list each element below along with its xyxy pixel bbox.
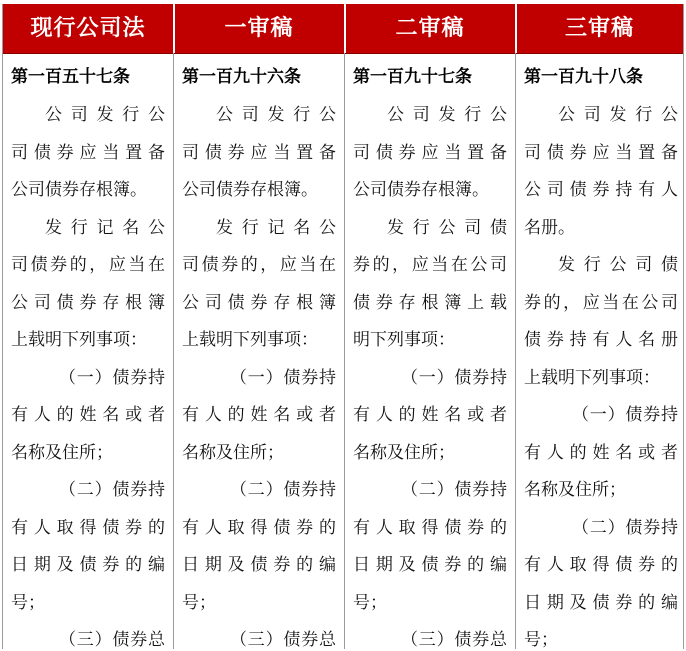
text-line: 司债券的，应当在 — [11, 255, 165, 275]
header-current-law: 现行公司法 — [30, 15, 146, 41]
column-first-draft — [182, 53, 342, 649]
text-line: 公司发行公 — [558, 105, 678, 125]
text-line: 债券存根簿上载 — [353, 292, 507, 313]
text-line: 上载明下列事项： — [11, 330, 147, 350]
article-number: 第一百五十七条 — [11, 67, 130, 87]
text-line: （二）债券持 — [401, 480, 507, 500]
header-first-draft: 一审稿 — [224, 15, 294, 41]
text-line: 券的，应当在公司 — [524, 292, 678, 313]
text-line: 明下列事项： — [353, 330, 455, 350]
text-line: 名册。 — [524, 217, 575, 238]
text-line: 号； — [182, 592, 216, 613]
text-line: 债券持有人名册 — [524, 330, 678, 350]
column-divider — [173, 4, 175, 53]
text-line: （三）债券总 — [401, 630, 507, 649]
article-number: 第一百九十八条 — [524, 67, 643, 87]
text-line: 公司债券存根簿 — [11, 292, 165, 313]
text-line: （一）债券持 — [572, 405, 678, 425]
text-line: （一）债券持 — [230, 367, 336, 388]
text-line: 有人取得债券的 — [353, 517, 507, 538]
text-line: 发行公司债 — [387, 217, 507, 238]
text-line: 名称及住所； — [11, 442, 113, 463]
text-line: 公司债券存根簿。 — [11, 180, 147, 200]
text-line: 司债券应当置备 — [11, 142, 165, 163]
column-divider — [344, 53, 345, 649]
text-line: （三）债券总 — [230, 630, 336, 649]
comparison-table — [2, 4, 684, 649]
text-line: 发行公司债 — [558, 255, 678, 275]
text-line: （二）债券持 — [59, 480, 165, 500]
text-line: 日期及债券的编 — [353, 555, 507, 575]
text-line: 有人的姓名或者 — [11, 405, 165, 425]
text-line: 名称及住所； — [182, 442, 284, 463]
text-line: （二）债券持 — [230, 480, 336, 500]
text-line: 公司债券存根簿 — [182, 292, 336, 313]
column-divider — [515, 53, 516, 649]
column-divider — [344, 4, 346, 53]
text-line: 名称及住所； — [353, 442, 455, 463]
text-line: 公司发行公 — [216, 105, 336, 125]
text-line: 有人的姓名或者 — [353, 405, 507, 425]
text-line: 司债券应当置备 — [524, 142, 678, 163]
column-second-draft — [353, 53, 513, 649]
text-line: 名称及住所； — [524, 480, 626, 500]
text-line: 有人的姓名或者 — [524, 442, 678, 463]
text-line: 号； — [11, 592, 45, 613]
text-line: （一）债券持 — [59, 367, 165, 388]
text-line: 公司发行公 — [387, 105, 507, 125]
text-line: 发行记名公 — [216, 217, 336, 238]
text-line: 号； — [353, 592, 387, 613]
text-line: （一）债券持 — [401, 367, 507, 388]
text-line: （三）债券总 — [59, 630, 165, 649]
text-line: 司债券的，应当在 — [182, 255, 336, 275]
text-line: 公司债券存根簿。 — [353, 180, 489, 200]
text-line: 日期及债券的编 — [11, 555, 165, 575]
text-line: 上载明下列事项： — [182, 330, 318, 350]
text-line: 司债券应当置备 — [353, 142, 507, 163]
table-header-row — [3, 4, 683, 54]
header-second-draft: 二审稿 — [395, 15, 465, 41]
text-line: 有人的姓名或者 — [182, 405, 336, 425]
text-line: 有人取得债券的 — [11, 517, 165, 538]
text-line: 有人取得债券的 — [524, 555, 678, 575]
text-line: 公司债券持有人 — [524, 180, 678, 200]
column-divider — [515, 4, 517, 53]
text-line: （二）债券持 — [572, 517, 678, 538]
column-third-draft — [524, 53, 684, 649]
column-current-law — [11, 53, 171, 649]
text-line: 发行记名公 — [45, 217, 165, 238]
text-line: 号； — [524, 630, 558, 649]
text-line: 券的，应当在公司 — [353, 255, 507, 275]
text-line: 有人取得债券的 — [182, 517, 336, 538]
article-number: 第一百九十七条 — [353, 67, 472, 87]
text-line: 司债券应当置备 — [182, 142, 336, 163]
column-divider — [173, 53, 174, 649]
text-line: 公司发行公 — [45, 105, 165, 125]
text-line: 日期及债券的编 — [182, 555, 336, 575]
text-line: 上载明下列事项： — [524, 367, 660, 388]
header-third-draft: 三审稿 — [564, 15, 634, 41]
text-line: 公司债券存根簿。 — [182, 180, 318, 200]
text-line: 日期及债券的编 — [524, 592, 678, 613]
article-number: 第一百九十六条 — [182, 67, 301, 87]
